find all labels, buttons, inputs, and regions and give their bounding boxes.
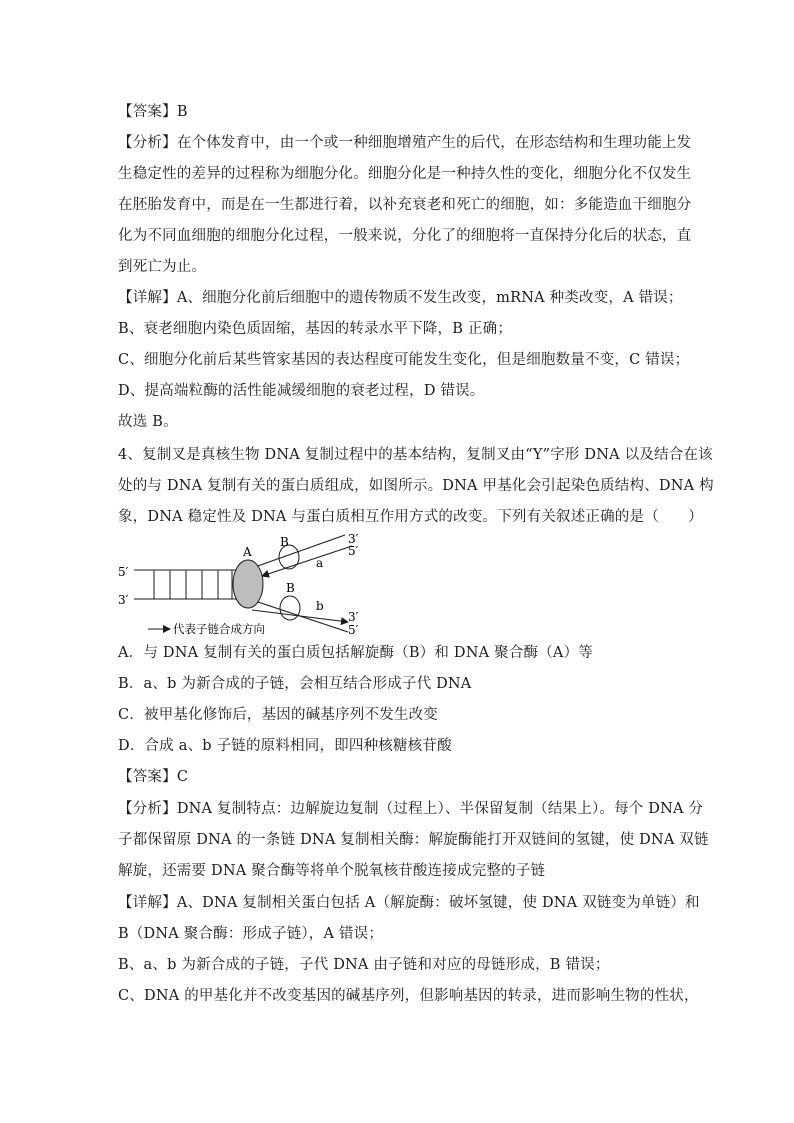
q4-detail-line-1: [118, 893, 700, 913]
label-a: a: [316, 556, 324, 570]
q3-detail-line-2: B、衰老细胞内染色质固缩，基因的转录水平下降，B 正确；: [118, 321, 513, 337]
answer-tag: 【答案】: [118, 104, 177, 120]
q4-detail-line-4: C、DNA 的甲基化并不改变基因的碱基序列，但影响基因的转录，进而影响生物的性状，: [118, 988, 699, 1004]
label-A: A: [243, 545, 252, 559]
q4-stem-line-2: 处的与 DNA 复制有关的蛋白质组成，如图所示。DNA 甲基化会引起染色质结构、DNA 构: [118, 478, 714, 494]
q4-analysis-line-3: 解旋，还需要 DNA 聚合酶等将单个脱氧核苷酸连接成完整的子链: [118, 863, 546, 879]
protein-A-ellipse: [233, 560, 263, 608]
q3-detail-line-4: D、提高端粒酶的活性能减缓细胞的衰老过程，D 错误。: [118, 383, 485, 399]
label-3prime-top: 3′: [348, 532, 359, 546]
answer-tag: 【答案】: [118, 769, 177, 785]
q3-analysis-line-2: 生稳定性的差异的过程称为细胞分化。细胞分化是一种持久性的变化，细胞分化不仅发生: [118, 166, 692, 182]
label-3prime-bottom: 3′: [348, 610, 359, 624]
base-pair-rungs: [154, 570, 232, 599]
label-B-upper: B: [280, 535, 289, 549]
q4-detail-line-2: B（DNA 聚合酶：形成子链），A 错误；: [118, 926, 384, 942]
label-5prime-top: 5′: [348, 544, 359, 558]
text: A、DNA 复制相关蛋白包括 A（解旋酶：破坏氢键，使 DNA 双链变为单链）和: [176, 895, 700, 911]
detail-tag: 【详解】: [118, 290, 177, 306]
q4-option-B: B．a、b 为新合成的子链，会相互结合形成子代 DNA: [118, 676, 472, 692]
q4-analysis-line-1: [118, 799, 704, 819]
legend-text: 代表子链合成方向: [173, 622, 265, 636]
q4-stem-line-3: 象，DNA 稳定性及 DNA 与蛋白质相互作用方式的改变。下列有关叙述正确的是（ ）: [118, 509, 703, 525]
label-3prime-left: 3′: [118, 593, 129, 607]
answer-value: B: [176, 104, 188, 120]
q3-detail-line-3: C、细胞分化前后某些管家基因的表达程度可能发生变化，但是细胞数量不变，C 错误；: [118, 352, 690, 368]
q3-analysis-line-1: [118, 133, 692, 153]
q4-option-C: C．被甲基化修饰后，基因的碱基序列不发生改变: [118, 707, 438, 723]
q3-analysis-line-3: 在胚胎发育中，而是在一生都进行着，以补充衰老和死亡的细胞，如：多能造血干细胞分: [118, 197, 692, 213]
replication-fork-figure: [112, 530, 372, 642]
text: A、细胞分化前后细胞中的遗传物质不发生改变，mRNA 种类改变，A 错误；: [176, 290, 683, 306]
q4-answer-line: [118, 767, 188, 787]
q4-stem-line-1: 4、复制叉是真核生物 DNA 复制过程中的基本结构，复制叉由“Y”字形 DNA 以及结合在该: [118, 447, 713, 463]
q4-analysis-line-2: 子都保留原 DNA 的一条链 DNA 复制相关酶：解旋酶能打开双链间的氢键，使 DNA 双链: [118, 832, 709, 848]
q3-analysis-line-4: 化为不同血细胞的细胞分化过程，一般来说，分化了的细胞将一直保持分化后的状态，直: [118, 228, 692, 244]
text: 在个体发育中，由一个或一种细胞增殖产生的后代，在形态结构和生理功能上发: [176, 135, 692, 151]
analysis-tag: 【分析】: [118, 135, 177, 151]
q3-answer-line: [118, 102, 188, 122]
protein-B-lower: [280, 596, 300, 620]
label-B-lower: B: [286, 581, 295, 595]
analysis-tag: 【分析】: [118, 801, 177, 817]
q3-detail-line-1: [118, 288, 683, 308]
answer-value: C: [176, 769, 189, 785]
q4-option-A: A．与 DNA 复制有关的蛋白质包括解旋酶（B）和 DNA 聚合酶（A）等: [118, 645, 594, 661]
label-b: b: [316, 599, 324, 613]
q3-analysis-line-5: 到死亡为止。: [118, 259, 207, 275]
upper-parent-strand: [252, 535, 345, 568]
text: DNA 复制特点：边解旋边复制（过程上）、半保留复制（结果上）。每个 DNA 分: [176, 801, 704, 817]
label-5prime-bottom: 5′: [348, 623, 359, 637]
detail-tag: 【详解】: [118, 895, 177, 911]
q4-detail-line-3: B、a、b 为新合成的子链，子代 DNA 由子链和对应的母链形成，B 错误；: [118, 957, 610, 973]
q4-option-D: D．合成 a、b 子链的原料相同，即四种核糖核苷酸: [118, 738, 452, 754]
q3-detail-line-5: 故选 B。: [118, 414, 178, 430]
label-5prime-left: 5′: [118, 565, 129, 579]
daughter-strand-a: [262, 546, 352, 576]
